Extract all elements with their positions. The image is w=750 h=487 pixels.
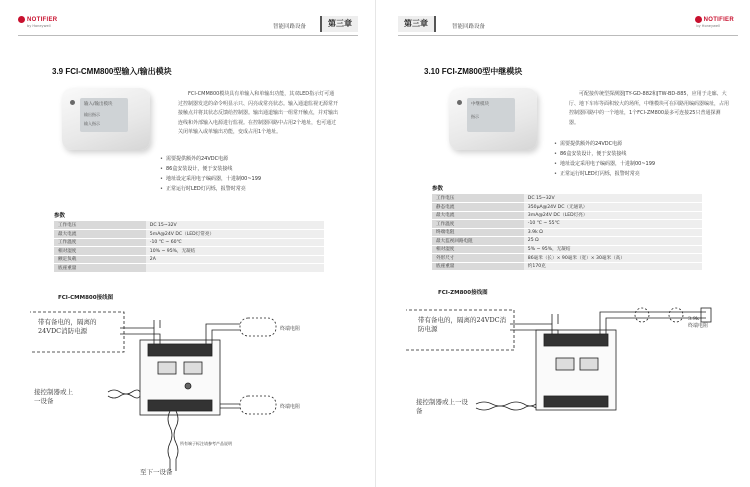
param-value: 25 Ω (524, 237, 702, 246)
notifier-logo: NOTIFIER (18, 16, 57, 23)
address-switch (158, 362, 176, 374)
feature-item: • 需要提供额外的24VDC电源 (554, 139, 724, 149)
table-row (432, 262, 702, 271)
param-value: 10% ~ 95%，无凝结 (146, 247, 324, 256)
header-tag: 智能回路设备 (452, 24, 486, 30)
table-row (54, 238, 324, 247)
param-key: 最大监视回路电阻 (432, 237, 524, 246)
chapter-label: 第三章 (320, 16, 358, 32)
chapter-label: 第三章 (398, 16, 436, 32)
product-label: 中继模块 (471, 102, 489, 107)
logo-subtitle: by Honeywell (27, 24, 51, 28)
output-device (240, 318, 276, 336)
table-row (432, 220, 702, 229)
feature-item: • 地址设定采用电子编码器，十进制00~199 (554, 159, 724, 169)
led-indicator-icon (457, 100, 462, 105)
param-key: 额定负载 (54, 255, 146, 264)
param-key: 最大电流 (54, 230, 146, 239)
next-device-wire (168, 411, 172, 471)
table-row (432, 245, 702, 254)
power-label: 带有备电的，隔离的24VDC消防电源 (38, 318, 97, 335)
param-key: 静态电流 (432, 203, 524, 212)
product-sub-label: 指示 (471, 114, 479, 119)
controller-wire (108, 394, 140, 398)
param-key: 最大电流 (432, 211, 524, 220)
product-image-zm800 (449, 88, 537, 150)
feature-item: • 86盒安装设计，便于安装接线 (554, 149, 724, 159)
feature-list (160, 154, 330, 194)
table-row (432, 194, 702, 203)
params-heading: 参数 (54, 213, 66, 219)
led-indicator-icon (185, 383, 191, 389)
param-key: 底座重量 (54, 264, 146, 273)
header-tag: 智能回路设备 (272, 24, 306, 30)
terminal-block-bottom (544, 396, 608, 407)
param-value: -10 ℃ ~ 60℃ (146, 238, 324, 247)
address-switch (580, 358, 598, 370)
eol-label: 终端电阻 (280, 404, 301, 410)
product-sub-label: 输出指示 (84, 112, 100, 117)
product-label-strip (80, 98, 128, 132)
section-title: 3.10 FCI-ZM800型中继模块 (424, 67, 523, 76)
table-row (432, 254, 702, 263)
table-row (54, 221, 324, 230)
terminal-block-bottom (148, 400, 212, 411)
terminal-block-top (148, 344, 212, 356)
table-row (432, 211, 702, 220)
product-label-strip (467, 98, 515, 132)
diagram-title: FCI-ZM800接线图 (438, 290, 488, 296)
param-value: DC 15~32V (524, 194, 702, 203)
table-row (54, 264, 324, 273)
feature-item: • 地址设定采用电子编码器，十进制00~199 (160, 174, 330, 184)
param-key: 工作电压 (54, 221, 146, 230)
param-key: 工作温度 (432, 220, 524, 229)
right-page (375, 0, 750, 487)
controller-wire (108, 390, 140, 394)
feature-item: • 86盒安装设计，便于安装接线 (160, 164, 330, 174)
logo-subtitle: by Honeywell (696, 24, 720, 28)
product-image-cmm800 (62, 88, 150, 150)
param-value: 约170克 (524, 262, 702, 271)
product-description: 可配接传统型探测器JTY-GD-882和JTW-BD-885，应用于走廊、大厅、地下车库等面积较大的场所，中继模块可在回路用编码器编址，占用控制器回路中的一个地址，1个FCI-ZM800最多可连接25只普通探测器。 (569, 91, 730, 126)
param-key: 工作温度 (54, 238, 146, 247)
table-row (432, 237, 702, 246)
param-value: 3.9k Ω (524, 228, 702, 237)
param-value: 5% ~ 95%，无凝结 (524, 245, 702, 254)
notifier-logo: NOTIFIER (695, 16, 734, 23)
feature-list (554, 139, 724, 179)
feature-item: • 正常运行时LED灯闪烁，报警时常亮 (554, 169, 724, 179)
param-value: 350μA@24V DC（无通讯） (524, 203, 702, 212)
controller-wire (476, 402, 536, 406)
feature-item: • 正常运行时LED灯闪烁，报警时常亮 (160, 184, 330, 194)
eol-label: 终端电阻 (280, 326, 301, 332)
param-key: 工作电压 (432, 194, 524, 203)
table-row (54, 247, 324, 256)
address-switch (556, 358, 574, 370)
param-value: 3mA@24V DC（LED灯亮） (524, 211, 702, 220)
terminal-block-top (544, 334, 608, 346)
right-header (398, 14, 738, 36)
section-title: 3.9 FCI-CMM800型输入/输出模块 (52, 67, 172, 76)
param-key: 终端电阻 (432, 228, 524, 237)
input-device (240, 396, 276, 414)
address-switch (184, 362, 202, 374)
product-sub-label: 输入指示 (84, 121, 100, 126)
table-row (432, 228, 702, 237)
diagram-note: 所有端子标注请参考产品说明 (180, 441, 232, 446)
param-key: 底座重量 (432, 262, 524, 271)
next-device-wire (174, 411, 178, 471)
controller-wire (476, 406, 536, 410)
detector-icon (669, 308, 683, 322)
param-value: 2A (146, 255, 324, 264)
param-key: 相对湿度 (54, 247, 146, 256)
product-label: 输入/输出模块 (84, 102, 113, 107)
table-row (54, 255, 324, 264)
diagram-title: FCI-CMM800接线图 (58, 295, 114, 301)
table-row (432, 203, 702, 212)
controller-label: 接控制器或上一设备 (34, 388, 73, 405)
param-value: 5mA@24V DC（LED灯常亮） (146, 230, 324, 239)
param-value: DC 15~32V (146, 221, 324, 230)
power-label: 带有备电的，隔离的24VDC消防电源 (418, 316, 507, 333)
next-device-label: 至下一设备 (140, 468, 173, 476)
left-header (18, 14, 358, 36)
controller-label: 接控制器或上一设备 (416, 398, 468, 415)
eol-label: 3.9k 终端电阻 (688, 316, 709, 329)
param-value (146, 264, 324, 273)
param-value: 86毫米（长）× 90毫米（宽）× 30毫米（高） (524, 254, 702, 263)
params-heading: 参数 (432, 186, 444, 192)
params-table (432, 194, 702, 271)
param-key: 相对湿度 (432, 245, 524, 254)
product-description: FCI-CMM800模块具有单输入和单输出功能，其双LED指示灯可通过控制器发送的命令明显示只、闪亮或常亮状态。输入通道监视无源常开接触点并将其状态反馈给控制器。输出通道输出一组常开触点，并对输出连线和外部输入电源进行监视。在控制器回路中占用2个地址，也可通过关闭单输入或单输出功能，变成占用1个地址。 (178, 91, 339, 135)
params-table (54, 221, 324, 273)
feature-item: • 需要提供额外的24VDC电源 (160, 154, 330, 164)
led-indicator-icon (70, 100, 75, 105)
detector-icon (635, 308, 649, 322)
param-value: -10 ℃ ~ 55℃ (524, 220, 702, 229)
param-key: 外形尺寸 (432, 254, 524, 263)
table-row (54, 230, 324, 239)
